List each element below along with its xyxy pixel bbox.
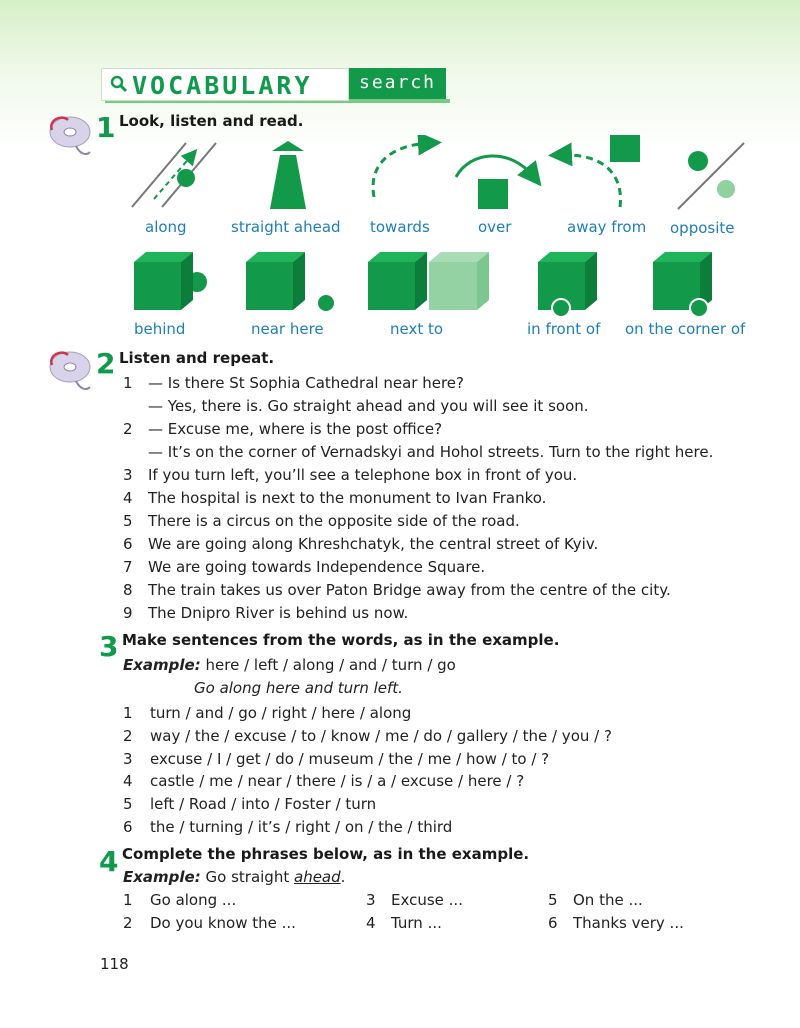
ex4-example <box>123 868 345 886</box>
preposition-pictograms-row-2 <box>125 248 765 320</box>
near-here-pictogram <box>246 252 334 311</box>
ex3-item-number: 2 <box>123 727 133 745</box>
ex3-item-text: left / Road / into / Foster / turn <box>150 795 377 813</box>
ex2-item-number: 4 <box>123 489 133 507</box>
ex2-item-number: 8 <box>123 581 133 599</box>
ex3-item-number: 4 <box>123 772 133 790</box>
ex4-item-number: 5 <box>548 891 558 909</box>
exercise-1-number: 1 <box>96 111 116 144</box>
exercise-2-title: Listen and repeat. <box>119 349 275 367</box>
label-behind: behind <box>134 320 186 338</box>
ex2-item-line: We are going along Khreshchatyk, the central street of Kyiv. <box>148 535 599 553</box>
example-answer: ahead <box>294 868 341 886</box>
magnifier-icon <box>110 75 128 93</box>
ex4-item-number: 3 <box>366 891 376 909</box>
page-number: 118 <box>100 955 129 973</box>
label-next-to: next to <box>390 320 444 338</box>
ex3-item-number: 1 <box>123 704 133 722</box>
ex4-item-number: 1 <box>123 891 133 909</box>
ex3-item-number: 3 <box>123 750 133 768</box>
label-towards: towards <box>370 218 430 236</box>
label-straight-ahead: straight ahead <box>231 218 341 236</box>
label-away-from: away from <box>567 218 647 236</box>
ex2-item-line: — Yes, there is. Go straight ahead and you will see it soon. <box>148 397 589 415</box>
ex2-item-number: 3 <box>123 466 133 484</box>
label-in-front-of: in front of <box>527 320 601 338</box>
ex2-item-number: 9 <box>123 604 133 622</box>
example-text: here / left / along / and / turn / go <box>205 656 456 674</box>
exercise-3-number: 3 <box>99 630 119 663</box>
ex4-item-number: 4 <box>366 914 376 932</box>
header-tag: search <box>349 68 446 99</box>
label-along: along <box>145 218 187 236</box>
ex3-item-text: way / the / excuse / to / know / me / do / gallery / the / you / ? <box>150 727 612 745</box>
example-end: . <box>340 868 346 886</box>
ex3-item-number: 5 <box>123 795 133 813</box>
label-near-here: near here <box>251 320 324 338</box>
ex2-item-number: 1 <box>123 374 133 392</box>
ex2-item-line: — Excuse me, where is the post office? <box>148 420 443 438</box>
ex3-item-number: 6 <box>123 818 133 836</box>
vocabulary-header <box>101 68 449 101</box>
ex2-item-line: The train takes us over Paton Bridge away from the centre of the city. <box>148 581 671 599</box>
ex4-item-text: Do you know the ... <box>150 914 296 932</box>
ex3-item-text: excuse / I / get / do / museum / the / me / how / to / ? <box>150 750 550 768</box>
ex4-item-text: Go along ... <box>150 891 237 909</box>
opposite-pictogram <box>678 143 744 209</box>
exercise-3-title: Make sentences from the words, as in the example. <box>122 631 560 649</box>
ex2-item-line: The hospital is next to the monument to Ivan Franko. <box>148 489 547 507</box>
ex2-item-line: If you turn left, you’ll see a telephone box in front of you. <box>148 466 578 484</box>
ex4-item-text: Excuse ... <box>391 891 463 909</box>
on-the-corner-of-pictogram <box>653 252 712 317</box>
ex2-item-number: 6 <box>123 535 133 553</box>
next-to-pictogram <box>368 252 489 310</box>
towards-pictogram <box>373 143 430 197</box>
exercise-2-number: 2 <box>96 347 116 380</box>
audio-cd-icon[interactable] <box>46 347 96 393</box>
example-label: Example: <box>123 868 201 886</box>
label-on-the-corner-of: on the corner of <box>625 320 746 338</box>
label-opposite: opposite <box>670 219 735 237</box>
ex2-item-number: 2 <box>123 420 133 438</box>
example-text: Go straight <box>205 868 290 886</box>
ex3-example <box>123 656 456 674</box>
ex4-item-number: 2 <box>123 914 133 932</box>
ex2-item-number: 5 <box>123 512 133 530</box>
header-title: VOCABULARY <box>132 71 313 100</box>
ex4-item-text: On the ... <box>573 891 643 909</box>
label-over: over <box>478 218 512 236</box>
ex3-item-text: the / turning / it’s / right / on / the / third <box>150 818 453 836</box>
ex2-item-line: — It’s on the corner of Vernadskyi and Hohol streets. Turn to the right here. <box>148 443 714 461</box>
ex2-item-number: 7 <box>123 558 133 576</box>
away-from-pictogram <box>560 135 640 207</box>
ex4-item-text: Thanks very ... <box>573 914 684 932</box>
exercise-1-title: Look, listen and read. <box>119 112 304 130</box>
ex4-item-number: 6 <box>548 914 558 932</box>
ex4-item-text: Turn ... <box>391 914 442 932</box>
over-pictogram <box>456 156 534 209</box>
audio-cd-icon[interactable] <box>46 112 96 158</box>
straight-ahead-pictogram <box>270 141 306 209</box>
exercise-4-title: Complete the phrases below, as in the example. <box>122 845 530 863</box>
in-front-of-pictogram <box>538 252 597 317</box>
example-label: Example: <box>123 656 201 674</box>
ex2-item-line: We are going towards Independence Square. <box>148 558 486 576</box>
ex2-item-line: The Dnipro River is behind us now. <box>148 604 409 622</box>
exercise-4-number: 4 <box>99 845 119 878</box>
ex3-item-text: castle / me / near / there / is / a / excuse / here / ? <box>150 772 525 790</box>
ex2-item-line: There is a circus on the opposite side of the road. <box>148 512 520 530</box>
ex3-example-answer: Go along here and turn left. <box>194 679 403 697</box>
ex2-item-line: — Is there St Sophia Cathedral near here? <box>148 374 464 392</box>
header-title-box <box>101 68 349 101</box>
preposition-pictograms-row-1 <box>120 135 760 215</box>
behind-pictogram <box>134 252 207 310</box>
ex3-item-text: turn / and / go / right / here / along <box>150 704 412 722</box>
along-pictogram <box>132 143 216 207</box>
